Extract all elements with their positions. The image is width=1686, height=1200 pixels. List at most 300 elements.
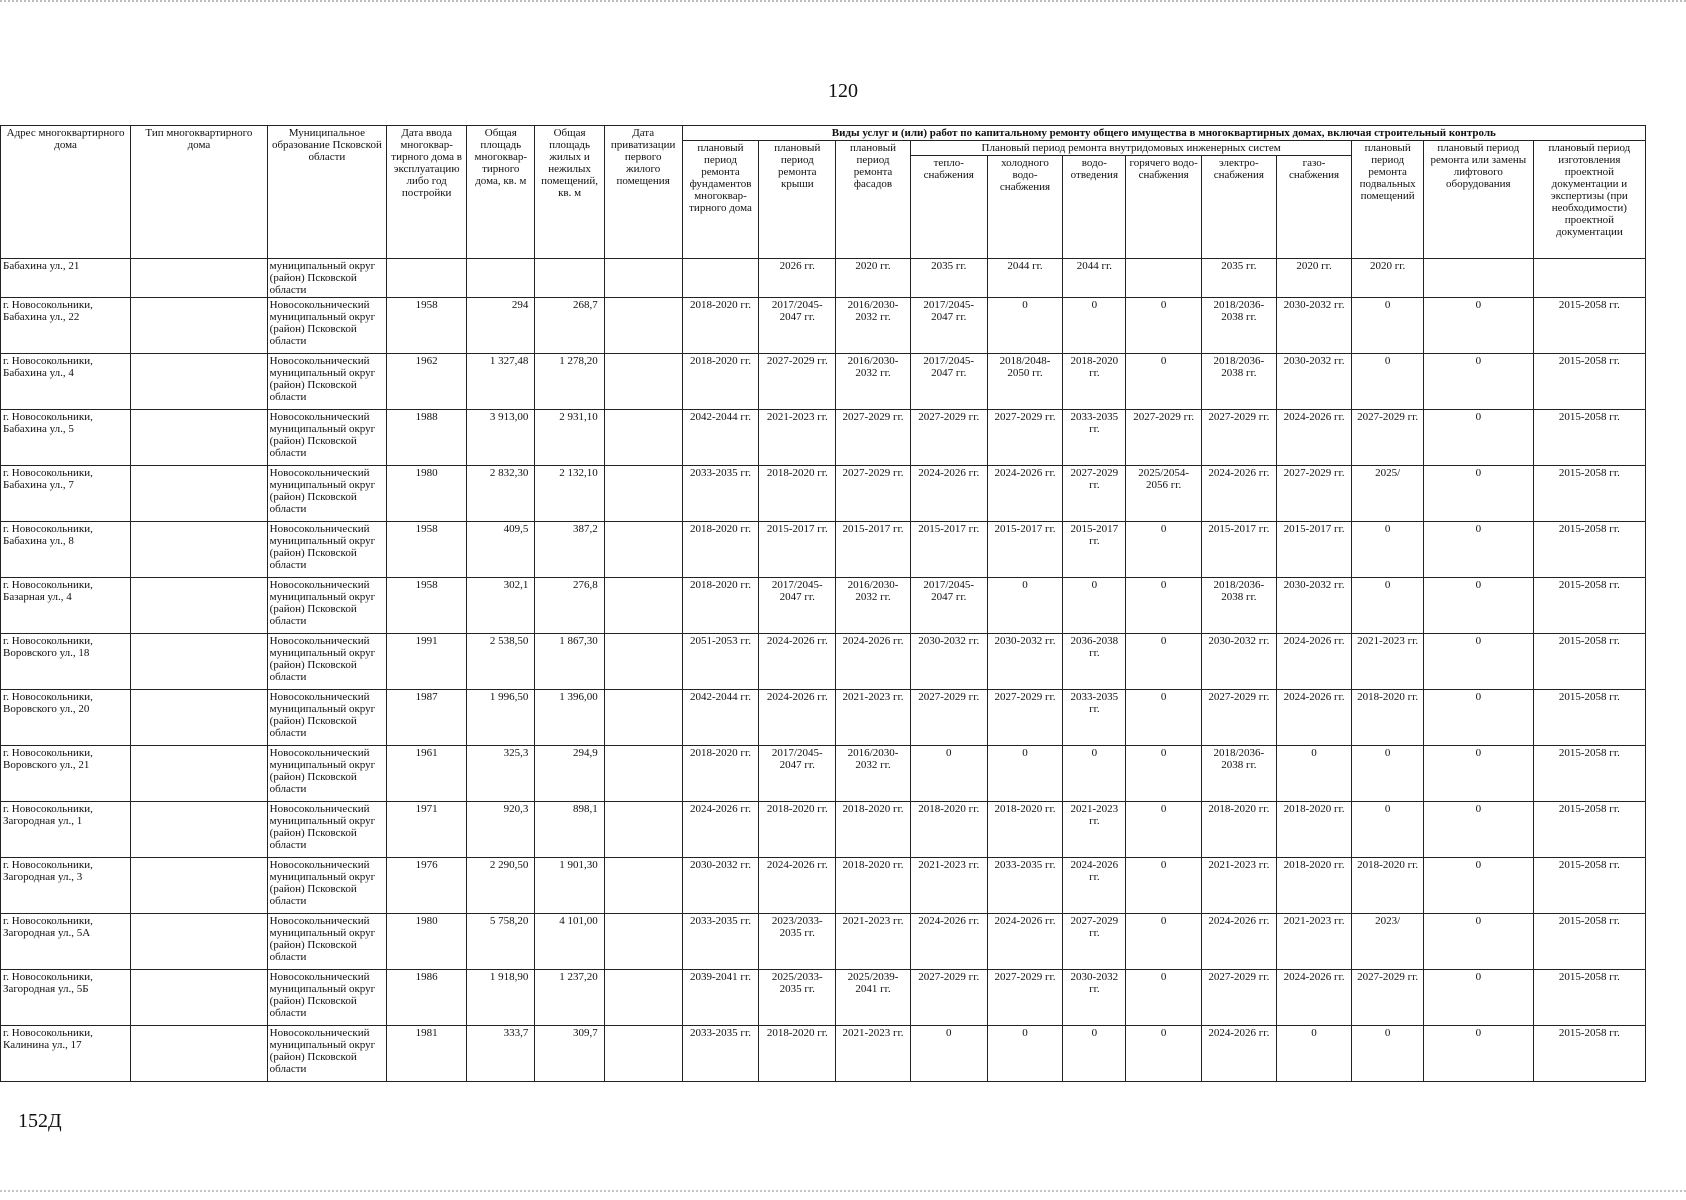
cell-elevator: 0 [1423, 466, 1533, 522]
cell-elevator: 0 [1423, 858, 1533, 914]
cell-living-area: 4 101,00 [535, 914, 604, 970]
cell-sewer: 2024-2026 гг. [1063, 858, 1126, 914]
cell-design-docs: 2015-2058 гг. [1533, 970, 1645, 1026]
cell-privatization [604, 690, 682, 746]
cell-sewer: 2033-2035 гг. [1063, 410, 1126, 466]
cell-municipality: Новосокольнический муниципальный округ (район) Псковской области [267, 522, 386, 578]
cell-privatization [604, 522, 682, 578]
cell-design-docs: 2015-2058 гг. [1533, 1026, 1645, 1082]
header-living-area: Общая площадь жилых и нежилых помещений, кв. м [535, 126, 604, 259]
cell-roof: 2017/2045-2047 гг. [759, 578, 836, 634]
cell-sewer: 2036-2038 гг. [1063, 634, 1126, 690]
cell-design-docs: 2015-2058 гг. [1533, 466, 1645, 522]
cell-cold-water: 2018-2020 гг. [987, 802, 1063, 858]
capital-repair-table [0, 125, 1646, 1082]
cell-hot-water: 0 [1126, 634, 1202, 690]
cell-heat: 2035 гг. [910, 259, 987, 298]
table-row [1, 298, 1646, 354]
cell-type [131, 858, 268, 914]
cell-elevator: 0 [1423, 970, 1533, 1026]
cell-cold-water: 2024-2026 гг. [987, 466, 1063, 522]
cell-privatization [604, 354, 682, 410]
table-row [1, 1026, 1646, 1082]
cell-heat: 2017/2045-2047 гг. [910, 298, 987, 354]
cell-design-docs: 2015-2058 гг. [1533, 690, 1645, 746]
cell-roof: 2027-2029 гг. [759, 354, 836, 410]
cell-gas: 2024-2026 гг. [1276, 690, 1352, 746]
cell-foundation: 2024-2026 гг. [682, 802, 759, 858]
cell-facade: 2016/2030-2032 гг. [836, 298, 911, 354]
cell-gas: 0 [1276, 1026, 1352, 1082]
cell-roof: 2017/2045-2047 гг. [759, 298, 836, 354]
cell-municipality: Новосокольнический муниципальный округ (район) Псковской области [267, 354, 386, 410]
cell-hot-water: 0 [1126, 690, 1202, 746]
cell-facade: 2016/2030-2032 гг. [836, 354, 911, 410]
header-design-docs: плановый период изготовления проектной документации и экспертизы (при необходимости) проектной документации [1533, 141, 1645, 259]
cell-facade: 2027-2029 гг. [836, 410, 911, 466]
cell-type [131, 466, 268, 522]
cell-cold-water: 0 [987, 578, 1063, 634]
cell-sewer: 0 [1063, 746, 1126, 802]
cell-heat: 0 [910, 746, 987, 802]
cell-facade: 2021-2023 гг. [836, 914, 911, 970]
cell-living-area: 294,9 [535, 746, 604, 802]
cell-basement: 2021-2023 гг. [1352, 634, 1423, 690]
cell-heat: 2018-2020 гг. [910, 802, 987, 858]
cell-hot-water: 0 [1126, 578, 1202, 634]
cell-address: г. Новосокольники, Бабахина ул., 8 [1, 522, 131, 578]
cell-date: 1986 [387, 970, 467, 1026]
table-row [1, 466, 1646, 522]
cell-heat: 2024-2026 гг. [910, 466, 987, 522]
cell-type [131, 259, 268, 298]
cell-basement: 2018-2020 гг. [1352, 690, 1423, 746]
cell-cold-water: 0 [987, 1026, 1063, 1082]
cell-elevator: 0 [1423, 802, 1533, 858]
cell-municipality: Новосокольнический муниципальный округ (район) Псковской области [267, 914, 386, 970]
cell-total-area: 2 832,30 [467, 466, 535, 522]
cell-hot-water: 2025/2054-2056 гг. [1126, 466, 1202, 522]
header-hot-water: горячего водо-снабжения [1126, 156, 1202, 259]
cell-electric: 2024-2026 гг. [1202, 1026, 1277, 1082]
cell-foundation: 2033-2035 гг. [682, 466, 759, 522]
cell-privatization [604, 298, 682, 354]
cell-date: 1981 [387, 1026, 467, 1082]
cell-electric: 2027-2029 гг. [1202, 410, 1277, 466]
cell-living-area: 1 278,20 [535, 354, 604, 410]
cell-sewer: 0 [1063, 578, 1126, 634]
cell-type [131, 522, 268, 578]
cell-heat: 2030-2032 гг. [910, 634, 987, 690]
cell-gas: 2021-2023 гг. [1276, 914, 1352, 970]
table-row [1, 634, 1646, 690]
cell-foundation: 2018-2020 гг. [682, 298, 759, 354]
cell-foundation: 2042-2044 гг. [682, 410, 759, 466]
cell-privatization [604, 914, 682, 970]
cell-type [131, 410, 268, 466]
cell-total-area: 2 538,50 [467, 634, 535, 690]
cell-privatization [604, 802, 682, 858]
cell-cold-water: 2018/2048-2050 гг. [987, 354, 1063, 410]
cell-total-area: 302,1 [467, 578, 535, 634]
cell-living-area: 1 901,30 [535, 858, 604, 914]
cell-privatization [604, 410, 682, 466]
cell-design-docs [1533, 259, 1645, 298]
table-row [1, 578, 1646, 634]
cell-cold-water: 2027-2029 гг. [987, 970, 1063, 1026]
header-systems-group: Плановый период ремонта внутридомовых инженерных систем [910, 141, 1352, 156]
cell-elevator: 0 [1423, 690, 1533, 746]
cell-privatization [604, 746, 682, 802]
cell-privatization [604, 578, 682, 634]
cell-type [131, 914, 268, 970]
cell-roof: 2024-2026 гг. [759, 634, 836, 690]
cell-address: г. Новосокольники, Загородная ул., 5Б [1, 970, 131, 1026]
cell-electric: 2027-2029 гг. [1202, 690, 1277, 746]
cell-cold-water: 2024-2026 гг. [987, 914, 1063, 970]
cell-electric: 2018-2020 гг. [1202, 802, 1277, 858]
cell-gas: 2024-2026 гг. [1276, 634, 1352, 690]
cell-total-area: 1 996,50 [467, 690, 535, 746]
cell-design-docs: 2015-2058 гг. [1533, 914, 1645, 970]
cell-municipality: Новосокольнический муниципальный округ (район) Псковской области [267, 858, 386, 914]
cell-facade: 2016/2030-2032 гг. [836, 746, 911, 802]
cell-privatization [604, 634, 682, 690]
cell-hot-water: 0 [1126, 970, 1202, 1026]
cell-date [387, 259, 467, 298]
cell-cold-water: 0 [987, 298, 1063, 354]
cell-elevator: 0 [1423, 410, 1533, 466]
cell-address: Бабахина ул., 21 [1, 259, 131, 298]
cell-sewer: 2044 гг. [1063, 259, 1126, 298]
cell-heat: 2017/2045-2047 гг. [910, 578, 987, 634]
cell-address: г. Новосокольники, Загородная ул., 5А [1, 914, 131, 970]
cell-type [131, 802, 268, 858]
cell-total-area: 920,3 [467, 802, 535, 858]
cell-electric: 2035 гг. [1202, 259, 1277, 298]
cell-sewer: 2015-2017 гг. [1063, 522, 1126, 578]
cell-sewer: 2018-2020 гг. [1063, 354, 1126, 410]
cell-living-area: 898,1 [535, 802, 604, 858]
cell-electric: 2015-2017 гг. [1202, 522, 1277, 578]
header-elevator: плановый период ремонта или замены лифтового оборудования [1423, 141, 1533, 259]
cell-sewer: 2021-2023 гг. [1063, 802, 1126, 858]
cell-privatization [604, 858, 682, 914]
cell-type [131, 298, 268, 354]
table-row [1, 259, 1646, 298]
cell-date: 1988 [387, 410, 467, 466]
cell-elevator: 0 [1423, 354, 1533, 410]
cell-municipality: Новосокольнический муниципальный округ (район) Псковской области [267, 970, 386, 1026]
cell-address: г. Новосокольники, Воровского ул., 18 [1, 634, 131, 690]
cell-facade: 2016/2030-2032 гг. [836, 578, 911, 634]
cell-foundation: 2033-2035 гг. [682, 1026, 759, 1082]
cell-elevator: 0 [1423, 746, 1533, 802]
cell-electric: 2018/2036-2038 гг. [1202, 354, 1277, 410]
cell-sewer: 2030-2032 гг. [1063, 970, 1126, 1026]
table-row [1, 914, 1646, 970]
cell-type [131, 1026, 268, 1082]
cell-hot-water: 0 [1126, 1026, 1202, 1082]
cell-facade: 2018-2020 гг. [836, 858, 911, 914]
cell-hot-water: 0 [1126, 354, 1202, 410]
cell-elevator: 0 [1423, 634, 1533, 690]
scan-edge-bottom [0, 1190, 1686, 1198]
cell-date: 1991 [387, 634, 467, 690]
cell-municipality: Новосокольнический муниципальный округ (район) Псковской области [267, 690, 386, 746]
cell-facade: 2025/2039-2041 гг. [836, 970, 911, 1026]
cell-type [131, 634, 268, 690]
cell-gas: 0 [1276, 746, 1352, 802]
table-body [1, 259, 1646, 1082]
header-gas: газо-снабжения [1276, 156, 1352, 259]
cell-municipality: Новосокольнический муниципальный округ (район) Псковской области [267, 578, 386, 634]
table-row [1, 522, 1646, 578]
cell-heat: 2027-2029 гг. [910, 410, 987, 466]
cell-elevator: 0 [1423, 298, 1533, 354]
header-foundation: плановый период ремонта фундаментов многоквар-тирного дома [682, 141, 759, 259]
cell-date: 1958 [387, 522, 467, 578]
cell-basement: 0 [1352, 354, 1423, 410]
cell-basement: 0 [1352, 746, 1423, 802]
cell-municipality: Новосокольнический муниципальный округ (район) Псковской области [267, 1026, 386, 1082]
cell-roof: 2018-2020 гг. [759, 1026, 836, 1082]
cell-living-area: 387,2 [535, 522, 604, 578]
header-basement: плановый период ремонта подвальных помещений [1352, 141, 1423, 259]
cell-facade: 2018-2020 гг. [836, 802, 911, 858]
cell-type [131, 354, 268, 410]
cell-foundation: 2018-2020 гг. [682, 354, 759, 410]
cell-roof: 2015-2017 гг. [759, 522, 836, 578]
footer-code: 152Д [18, 1110, 62, 1132]
header-commission-date: Дата ввода многоквар-тирного дома в эксплуатацию либо год постройки [387, 126, 467, 259]
cell-address: г. Новосокольники, Воровского ул., 21 [1, 746, 131, 802]
cell-gas: 2015-2017 гг. [1276, 522, 1352, 578]
cell-hot-water: 0 [1126, 298, 1202, 354]
cell-cold-water: 2027-2029 гг. [987, 690, 1063, 746]
cell-basement: 2025/ [1352, 466, 1423, 522]
cell-type [131, 578, 268, 634]
cell-design-docs: 2015-2058 гг. [1533, 802, 1645, 858]
header-total-area: Общая площадь многоквар-тирного дома, кв. м [467, 126, 535, 259]
cell-address: г. Новосокольники, Загородная ул., 1 [1, 802, 131, 858]
cell-heat: 2017/2045-2047 гг. [910, 354, 987, 410]
cell-total-area: 1 327,48 [467, 354, 535, 410]
cell-cold-water: 2044 гг. [987, 259, 1063, 298]
cell-hot-water: 0 [1126, 802, 1202, 858]
cell-elevator: 0 [1423, 578, 1533, 634]
header-privatization-date: Дата приватизации первого жилого помещения [604, 126, 682, 259]
cell-foundation: 2030-2032 гг. [682, 858, 759, 914]
cell-living-area: 1 867,30 [535, 634, 604, 690]
cell-type [131, 970, 268, 1026]
table-row [1, 858, 1646, 914]
cell-elevator: 0 [1423, 522, 1533, 578]
cell-date: 1958 [387, 298, 467, 354]
cell-gas: 2030-2032 гг. [1276, 298, 1352, 354]
cell-gas: 2030-2032 гг. [1276, 354, 1352, 410]
cell-electric: 2024-2026 гг. [1202, 466, 1277, 522]
cell-total-area [467, 259, 535, 298]
cell-basement: 2023/ [1352, 914, 1423, 970]
cell-elevator: 0 [1423, 1026, 1533, 1082]
cell-hot-water: 2027-2029 гг. [1126, 410, 1202, 466]
cell-heat: 2021-2023 гг. [910, 858, 987, 914]
cell-heat: 2015-2017 гг. [910, 522, 987, 578]
cell-privatization [604, 466, 682, 522]
cell-design-docs: 2015-2058 гг. [1533, 578, 1645, 634]
cell-sewer: 0 [1063, 1026, 1126, 1082]
cell-electric: 2027-2029 гг. [1202, 970, 1277, 1026]
cell-privatization [604, 970, 682, 1026]
cell-electric: 2024-2026 гг. [1202, 914, 1277, 970]
cell-basement: 0 [1352, 802, 1423, 858]
cell-electric: 2018/2036-2038 гг. [1202, 298, 1277, 354]
table-row [1, 354, 1646, 410]
cell-total-area: 2 290,50 [467, 858, 535, 914]
cell-facade: 2015-2017 гг. [836, 522, 911, 578]
cell-date: 1980 [387, 914, 467, 970]
cell-address: г. Новосокольники, Бабахина ул., 5 [1, 410, 131, 466]
cell-design-docs: 2015-2058 гг. [1533, 410, 1645, 466]
cell-heat: 2024-2026 гг. [910, 914, 987, 970]
cell-living-area: 2 132,10 [535, 466, 604, 522]
cell-sewer: 2033-2035 гг. [1063, 690, 1126, 746]
header-type: Тип многоквартирного дома [131, 126, 268, 259]
cell-design-docs: 2015-2058 гг. [1533, 858, 1645, 914]
cell-cold-water: 2030-2032 гг. [987, 634, 1063, 690]
cell-roof: 2023/2033-2035 гг. [759, 914, 836, 970]
cell-hot-water: 0 [1126, 522, 1202, 578]
cell-basement: 2020 гг. [1352, 259, 1423, 298]
page-number: 120 [828, 80, 858, 102]
cell-design-docs: 2015-2058 гг. [1533, 298, 1645, 354]
cell-gas: 2018-2020 гг. [1276, 802, 1352, 858]
cell-facade: 2021-2023 гг. [836, 690, 911, 746]
header-cold-water: холодного водо-снабжения [987, 156, 1063, 259]
header-municipality: Муниципальное образование Псковской области [267, 126, 386, 259]
cell-address: г. Новосокольники, Базарная ул., 4 [1, 578, 131, 634]
header-roof: плановый период ремонта крыши [759, 141, 836, 259]
scan-edge-top [0, 0, 1686, 8]
cell-municipality: Новосокольнический муниципальный округ (район) Псковской области [267, 466, 386, 522]
cell-living-area: 276,8 [535, 578, 604, 634]
cell-hot-water: 0 [1126, 914, 1202, 970]
cell-elevator [1423, 259, 1533, 298]
cell-roof: 2018-2020 гг. [759, 802, 836, 858]
cell-privatization [604, 1026, 682, 1082]
cell-heat: 0 [910, 1026, 987, 1082]
cell-foundation: 2018-2020 гг. [682, 522, 759, 578]
cell-date: 1980 [387, 466, 467, 522]
cell-foundation: 2033-2035 гг. [682, 914, 759, 970]
header-electric: электро-снабжения [1202, 156, 1277, 259]
cell-address: г. Новосокольники, Загородная ул., 3 [1, 858, 131, 914]
cell-living-area: 2 931,10 [535, 410, 604, 466]
cell-roof: 2025/2033-2035 гг. [759, 970, 836, 1026]
cell-total-area: 294 [467, 298, 535, 354]
cell-living-area: 309,7 [535, 1026, 604, 1082]
cell-total-area: 5 758,20 [467, 914, 535, 970]
cell-total-area: 325,3 [467, 746, 535, 802]
cell-facade: 2021-2023 гг. [836, 1026, 911, 1082]
cell-municipality: Новосокольнический муниципальный округ (район) Псковской области [267, 634, 386, 690]
cell-roof: 2024-2026 гг. [759, 858, 836, 914]
cell-foundation: 2042-2044 гг. [682, 690, 759, 746]
cell-municipality: Новосокольнический муниципальный округ (район) Псковской области [267, 410, 386, 466]
cell-municipality: Новосокольнический муниципальный округ (район) Псковской области [267, 298, 386, 354]
cell-sewer: 2027-2029 гг. [1063, 466, 1126, 522]
header-sewer: водо-отведения [1063, 156, 1126, 259]
cell-elevator: 0 [1423, 914, 1533, 970]
cell-gas: 2024-2026 гг. [1276, 970, 1352, 1026]
cell-electric: 2021-2023 гг. [1202, 858, 1277, 914]
cell-hot-water [1126, 259, 1202, 298]
cell-facade: 2024-2026 гг. [836, 634, 911, 690]
cell-type [131, 746, 268, 802]
cell-living-area [535, 259, 604, 298]
cell-gas: 2020 гг. [1276, 259, 1352, 298]
table-row [1, 746, 1646, 802]
cell-date: 1958 [387, 578, 467, 634]
cell-cold-water: 2027-2029 гг. [987, 410, 1063, 466]
cell-foundation: 2018-2020 гг. [682, 746, 759, 802]
cell-design-docs: 2015-2058 гг. [1533, 634, 1645, 690]
cell-cold-water: 2015-2017 гг. [987, 522, 1063, 578]
cell-hot-water: 0 [1126, 746, 1202, 802]
cell-total-area: 333,7 [467, 1026, 535, 1082]
cell-facade: 2027-2029 гг. [836, 466, 911, 522]
cell-address: г. Новосокольники, Воровского ул., 20 [1, 690, 131, 746]
cell-municipality: Новосокольнический муниципальный округ (район) Псковской области [267, 746, 386, 802]
cell-address: г. Новосокольники, Калинина ул., 17 [1, 1026, 131, 1082]
cell-roof: 2024-2026 гг. [759, 690, 836, 746]
cell-heat: 2027-2029 гг. [910, 690, 987, 746]
header-address: Адрес многоквартирного дома [1, 126, 131, 259]
cell-basement: 2018-2020 гг. [1352, 858, 1423, 914]
cell-hot-water: 0 [1126, 858, 1202, 914]
cell-foundation: 2051-2053 гг. [682, 634, 759, 690]
header-heat: тепло-снабжения [910, 156, 987, 259]
cell-type [131, 690, 268, 746]
cell-living-area: 1 237,20 [535, 970, 604, 1026]
cell-basement: 0 [1352, 522, 1423, 578]
cell-gas: 2018-2020 гг. [1276, 858, 1352, 914]
cell-municipality: муниципальный округ (район) Псковской области [267, 259, 386, 298]
cell-design-docs: 2015-2058 гг. [1533, 522, 1645, 578]
cell-foundation [682, 259, 759, 298]
cell-address: г. Новосокольники, Бабахина ул., 22 [1, 298, 131, 354]
cell-living-area: 1 396,00 [535, 690, 604, 746]
cell-total-area: 1 918,90 [467, 970, 535, 1026]
cell-date: 1987 [387, 690, 467, 746]
cell-design-docs: 2015-2058 гг. [1533, 746, 1645, 802]
cell-roof: 2018-2020 гг. [759, 466, 836, 522]
cell-address: г. Новосокольники, Бабахина ул., 7 [1, 466, 131, 522]
cell-foundation: 2039-2041 гг. [682, 970, 759, 1026]
header-works-group: Виды услуг и (или) работ по капитальному ремонту общего имущества в многоквартирных домах, включая строительный контроль [682, 126, 1645, 141]
cell-total-area: 3 913,00 [467, 410, 535, 466]
table-row [1, 802, 1646, 858]
cell-basement: 2027-2029 гг. [1352, 410, 1423, 466]
cell-privatization [604, 259, 682, 298]
cell-heat: 2027-2029 гг. [910, 970, 987, 1026]
cell-basement: 0 [1352, 1026, 1423, 1082]
cell-basement: 0 [1352, 578, 1423, 634]
cell-address: г. Новосокольники, Бабахина ул., 4 [1, 354, 131, 410]
cell-electric: 2018/2036-2038 гг. [1202, 746, 1277, 802]
cell-date: 1976 [387, 858, 467, 914]
